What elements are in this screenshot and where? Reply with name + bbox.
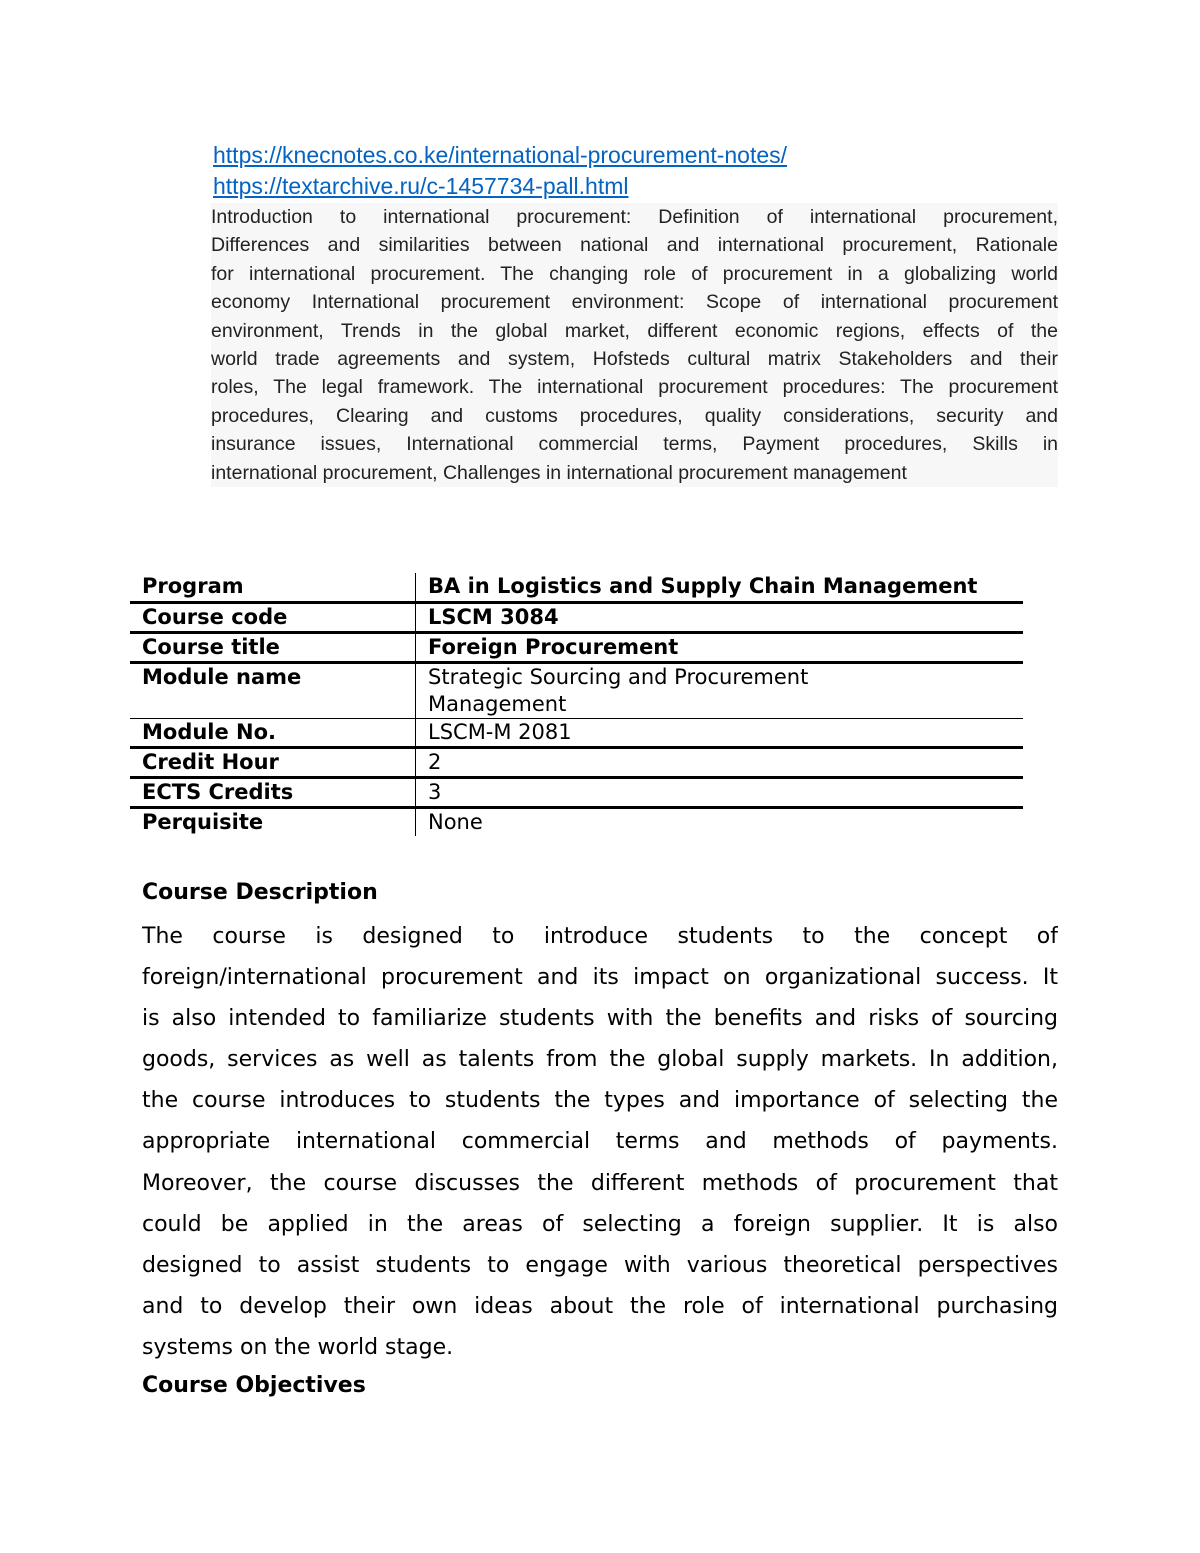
table-row-module-no [130,719,1023,748]
row-value: LSCM-M 2081 [428,720,572,744]
row-key: Course title [130,633,416,663]
text-line: designed to assist students to engage with various theoretical perspectives [142,1252,1058,1278]
table-row-credit-hour [130,748,1023,778]
table-row-course-code [130,603,1023,633]
course-description-body [142,916,1058,1368]
text-line: for international procurement. The changing role of procurement in a globalizing world [211,262,1058,285]
row-key: Module No. [130,719,416,748]
text-line: roles, The legal framework. The international procurement procedures: The procurement [211,376,1058,399]
text-line: procedures, Clearing and customs procedures, quality considerations, security and [211,404,1058,427]
row-key: Perquisite [130,808,416,837]
text-line: Differences and similarities between national and international procurement, Rationale [211,234,1058,257]
row-value: BA in Logistics and Supply Chain Management [428,574,978,598]
text-line: foreign/international procurement and its impact on organizational success. It [142,965,1058,991]
row-value: Strategic Sourcing and Procurement Management [428,665,809,716]
course-info-table [130,573,1023,836]
text-line: appropriate international commercial terms and methods of payments. [142,1129,1058,1155]
course-description-heading: Course Description [142,880,378,905]
intro-paragraph [211,203,1058,487]
text-line: and to develop their own ideas about the role of international purchasing [142,1293,1058,1319]
table-row-ects [130,778,1023,808]
text-line: is also intended to familiarize students with the benefits and risks of sourcing [142,1006,1058,1032]
row-value: LSCM 3084 [428,605,559,629]
row-value: 2 [428,750,442,774]
reference-links [213,140,787,202]
table-row-course-title [130,633,1023,663]
row-value: Foreign Procurement [428,635,679,659]
text-line: environment, Trends in the global market, different economic regions, effects of the [211,319,1058,342]
row-key: ECTS Credits [130,778,416,808]
row-key: Credit Hour [130,748,416,778]
row-value: 3 [428,780,442,804]
link-knecnotes[interactable]: https://knecnotes.co.ke/international-procurement-notes/ [213,142,788,168]
text-line: world trade agreements and system, Hofsteds cultural matrix Stakeholders and their [211,347,1058,370]
row-key: Module name [130,663,416,719]
row-key: Course code [130,603,416,633]
text-line: the course introduces to students the types and importance of selecting the [142,1088,1058,1114]
text-line: systems on the world stage. [142,1334,454,1360]
table-row-program [130,573,1023,603]
text-line: could be applied in the areas of selecting a foreign supplier. It is also [142,1211,1058,1237]
text-line: Introduction to international procurement: Definition of international procurement, [211,206,1058,228]
table-row-module-name [130,663,1023,719]
text-line: Moreover, the course discusses the different methods of procurement that [142,1170,1058,1196]
text-line: economy International procurement environment: Scope of international procurement [211,291,1058,314]
text-line: goods, services as well as talents from the global supply markets. In addition, [142,1047,1058,1073]
table-row-perquisite [130,808,1023,837]
text-line: insurance issues, International commercial terms, Payment procedures, Skills in [211,433,1058,456]
course-objectives-heading: Course Objectives [142,1373,366,1398]
row-key: Program [130,573,416,603]
link-textarchive[interactable]: https://textarchive.ru/c-1457734-pall.html [213,173,629,199]
text-line: The course is designed to introduce students to the concept of [142,924,1058,949]
text-line: international procurement, Challenges in international procurement management [211,461,907,484]
row-value: None [428,810,483,834]
